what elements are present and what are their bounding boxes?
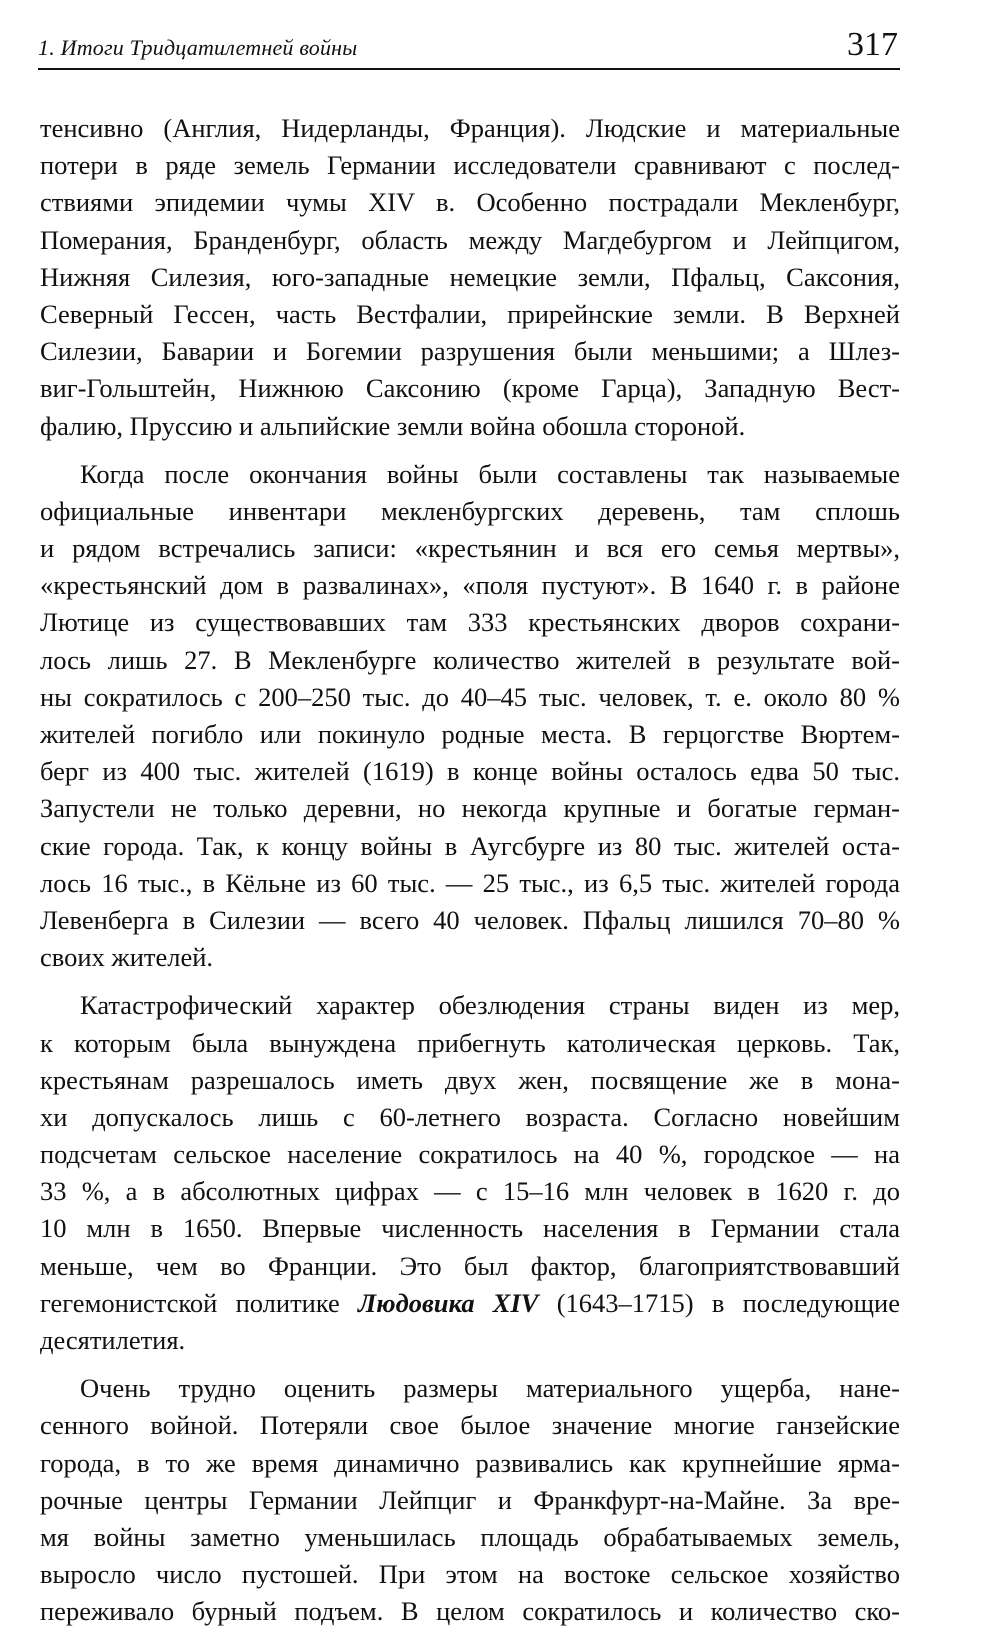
page-number: 317 <box>847 26 898 63</box>
text-line: тенсивно (Англия, Нидерланды, Франция). Людские и материальные <box>40 113 900 143</box>
paragraph-2 <box>40 456 900 977</box>
text-line: к которым была вынуждена прибегнуть католическая церковь. Так, <box>40 1027 900 1058</box>
text-line: потери в ряде земель Германии исследователи сравнивают с послед- <box>40 150 900 181</box>
text-line: хи допускалось лишь с 60-летнего возраста. Согласно новейшим <box>40 1101 900 1132</box>
paragraph-1 <box>40 110 900 445</box>
page-header <box>38 18 900 70</box>
text-line: 33 %, а в абсолютных цифрах — с 15–16 млн человек в 1620 г. до <box>40 1176 900 1207</box>
text-line: лось лишь 27. В Мекленбурге количество жителей в результате вой- <box>40 644 900 675</box>
text-line: Нижняя Силезия, юго-западные немецкие земли, Пфальц, Саксония, <box>40 261 900 292</box>
text-line: сенного войной. Потеряли свое былое значение многие ганзейские <box>40 1410 900 1441</box>
text-line: выросло число пустошей. При этом на востоке сельское хозяйство <box>40 1559 900 1590</box>
text-line: ствиями эпидемии чумы XIV в. Особенно пострадали Мекленбург, <box>40 187 900 218</box>
text-fragment: (1643–1715) в последующие <box>538 1287 900 1318</box>
emphasized-name: Людовика XIV <box>358 1287 539 1318</box>
text-line: Силезии, Баварии и Богемии разрушения были меньшими; а Шлез- <box>40 336 900 367</box>
text-line: Северный Гессен, часть Вестфалии, прирейнские земли. В Верхней <box>40 298 900 329</box>
text-line: Лютице из существовавших там 333 крестьянских дворов сохрани- <box>40 607 900 638</box>
text-line: 10 млн в 1650. Впервые численность населения в Германии стала <box>40 1213 900 1244</box>
paragraph-3 <box>40 987 900 1359</box>
paragraph-4 <box>40 1370 900 1630</box>
text-line: Померания, Бранденбург, область между Магдебургом и Лейпцигом, <box>40 224 900 255</box>
text-line: официальные инвентари мекленбургских деревень, там сплошь <box>40 495 900 526</box>
text-line: и рядом встречались записи: «крестьянин и вся его семья мертвы», <box>40 533 900 564</box>
text-line: Катастрофический характер обезлюдения страны виден из мер, <box>80 990 900 1021</box>
text-line: меньше, чем во Франции. Это был фактор, благоприятствовавший <box>40 1250 900 1281</box>
running-title: 1. Итоги Тридцатилетней войны <box>38 35 358 60</box>
text-line: своих жителей. <box>40 942 214 973</box>
text-line: переживало бурный подъем. В целом сократилось и количество ско- <box>40 1596 900 1627</box>
text-line: Когда после окончания войны были составлены так называемые <box>80 458 900 489</box>
text-line: ские города. Так, к концу войны в Аугсбурге из 80 тыс. жителей оста- <box>40 830 900 861</box>
text-line: лось 16 тыс., в Кёльне из 60 тыс. — 25 тыс., из 6,5 тыс. жителей города <box>40 867 900 898</box>
text-line: Запустели не только деревни, но некогда крупные и богатые герман- <box>40 793 900 824</box>
text-line: фалию, Пруссию и альпийские земли война обошла стороной. <box>40 410 746 441</box>
text-line: берг из 400 тыс. жителей (1619) в конце войны осталось едва 50 тыс. <box>40 756 900 787</box>
text-line: мя войны заметно уменьшилась площадь обрабатываемых земель, <box>40 1521 900 1552</box>
text-line: «крестьянский дом в развалинах», «поля пустуют». В 1640 г. в районе <box>40 570 900 601</box>
text-line: Очень трудно оценить размеры материального ущерба, нане- <box>80 1373 900 1404</box>
text-line: десятилетия. <box>40 1325 186 1355</box>
text-line: города, в то же время динамично развивались как крупнейшие ярма- <box>40 1447 900 1478</box>
text-line: подсчетам сельское население сократилось на 40 %, городское — на <box>40 1139 900 1170</box>
text-line: крестьянам разрешалось иметь двух жен, посвящение же в мона- <box>40 1064 900 1095</box>
text-line: виг-Гольштейн, Нижнюю Саксонию (кроме Гарца), Западную Вест- <box>40 373 900 404</box>
body-text <box>40 110 900 1631</box>
text-line: рочные центры Германии Лейпциг и Франкфурт-на-Майне. За вре- <box>40 1484 900 1515</box>
text-line: ны сократилось с 200–250 тыс. до 40–45 тыс. человек, т. е. около 80 % <box>40 681 900 712</box>
text-line: жителей погибло или покинуло родные места. В герцогстве Вюртем- <box>40 719 900 749</box>
text-fragment: гегемонистской политике <box>40 1287 359 1318</box>
text-line-with-emphasis <box>40 1285 900 1322</box>
text-line: Левенберга в Силезии — всего 40 человек. Пфальц лишился 70–80 % <box>40 904 900 935</box>
